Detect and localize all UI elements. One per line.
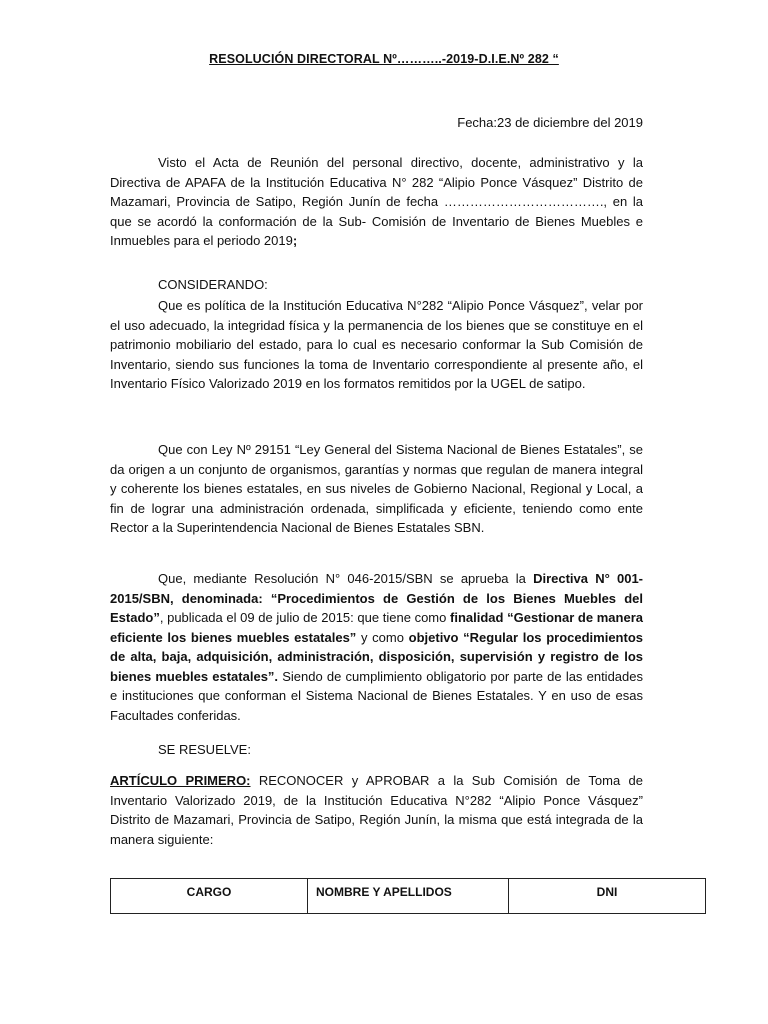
considerando-paragraph-2	[110, 440, 643, 538]
considerando-paragraph-3	[110, 569, 643, 725]
p3-objetivo: objetivo “Regular los procedimientos de alta, baja, adquisición, administración, disposición, supervisión y registro de los bienes muebles estatales”.	[110, 629, 643, 684]
visto-end: ;	[292, 233, 298, 248]
p3-segment-4: Siendo de cumplimiento obligatorio por parte de las entidades e instituciones que conforman el Sistema Nacional de Bienes Estatales. Y en uso de esas Facultades conferidas.	[110, 668, 643, 723]
considerando-heading: CONSIDERANDO:	[158, 277, 268, 292]
considerando-p1-text: Que es política de la Institución Educativa N°282 “Alipio Ponce Vásquez”, velar por el uso adecuado, la integridad física y la permanencia de los bienes que se constituye en el patrimonio mobiliario del estado, para lo cual es necesario conformar la Sub Comisión de Inventario, siendo sus funciones la toma de Inventario correspondiente al presente año, el Inventario Físico Valorizado 2019 en los formatos remitidos por la UGEL de satipo.	[110, 298, 643, 391]
header-nombre: NOMBRE Y APELLIDOS	[308, 879, 509, 914]
articulo-primero-label: ARTÍCULO PRIMERO:	[110, 773, 251, 788]
considerando-paragraph-1	[110, 296, 643, 394]
document-title: RESOLUCIÓN DIRECTORAL Nº………..-2019-D.I.E.Nº 282 “	[209, 52, 559, 66]
articulo-primero-paragraph	[110, 771, 643, 849]
considerando-p2-text: Que con Ley Nº 29151 “Ley General del Sistema Nacional de Bienes Estatales”, se da origen a un conjunto de organismos, garantías y normas que regulan de manera integral y coherente los bienes estatales, en sus niveles de Gobierno Nacional, Regional y Local, a fin de lograr una administración ordenada, simplificada y eficiente, teniendo como ente Rector a la Superintendencia Nacional de Bienes Estatales SBN.	[110, 442, 643, 535]
visto-paragraph	[110, 153, 643, 251]
table-header-row	[111, 879, 706, 914]
header-dni: DNI	[509, 879, 706, 914]
articulo-primero-text: RECONOCER y APROBAR a la Sub Comisión de Toma de Inventario Valorizado 2019, de la Institución Educativa N°282 “Alipio Ponce Vásquez” Distrito de Mazamari, Provincia de Satipo, Región Junín, la misma que está integrada de la manera siguiente:	[110, 773, 643, 847]
header-cargo: CARGO	[111, 879, 308, 914]
visto-text: Visto el Acta de Reunión del personal directivo, docente, administrativo y la Directiva de APAFA de la Institución Educativa N° 282 “Alipio Ponce Vásquez” Distrito de Mazamari, Provincia de Satipo, Región Junín de fecha ………………………………., en la que se acordó la conformación de la Sub- Comisión de Inventario de Bienes Muebles e Inmuebles para el periodo 2019	[110, 155, 643, 248]
p3-finalidad: finalidad “Gestionar de manera eficiente los bienes muebles estatales”	[110, 610, 643, 645]
p3-segment-2: , publicada el 09 de julio de 2015: que tiene como	[159, 610, 451, 625]
resuelve-heading: SE RESUELVE:	[158, 742, 251, 757]
p3-segment-1: Que, mediante Resolución N° 046-2015/SBN se aprueba la	[158, 571, 534, 586]
members-table	[110, 878, 706, 914]
p3-segment-3: y como	[356, 629, 409, 645]
p3-directiva: Directiva N° 001-2015/SBN, denominada: “Procedimientos de Gestión de los Bienes Muebles del Estado”	[110, 571, 644, 625]
document-date: Fecha:23 de diciembre del 2019	[457, 115, 643, 130]
